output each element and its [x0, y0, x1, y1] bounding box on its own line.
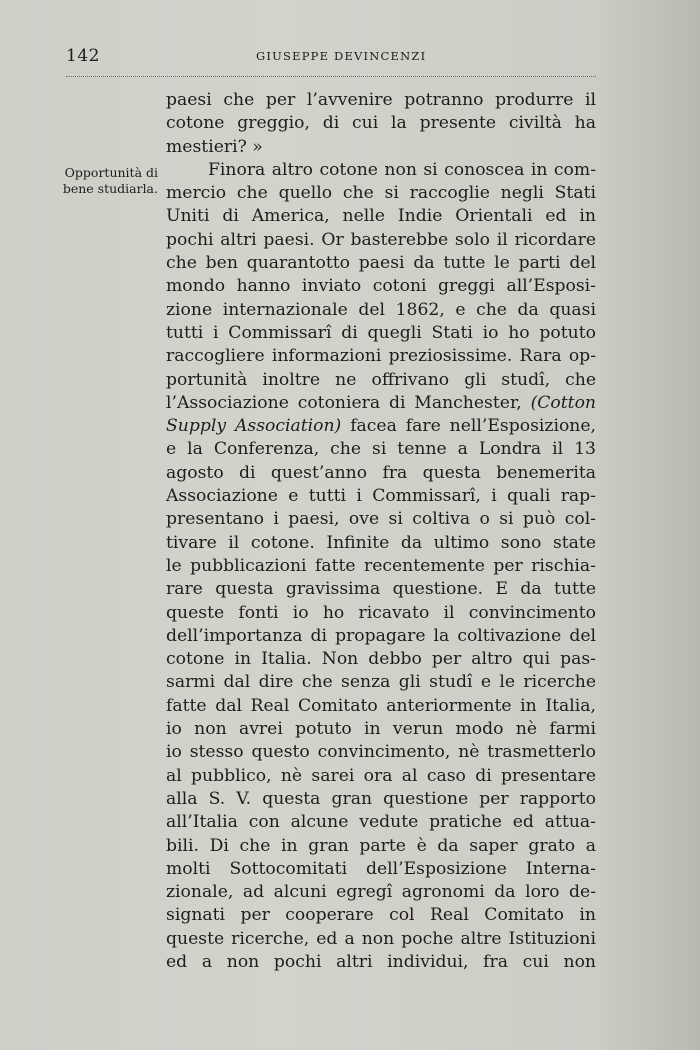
margin-note-line: bene studiarla.	[62, 181, 158, 196]
text-line: mestieri? »	[166, 136, 263, 157]
text-line: che ben quarantotto paesi da tutte le parti del	[166, 253, 596, 274]
text-line: Finora altro cotone non si conoscea in com-	[208, 159, 596, 180]
text-segment-italic: Supply Association)	[166, 416, 342, 437]
text-line	[166, 392, 596, 415]
running-head: GIUSEPPE DEVINCENZI	[256, 49, 427, 63]
text-line: mondo hanno inviato cotoni greggi all’Esposi-	[166, 276, 596, 297]
text-line	[166, 415, 596, 438]
text-line: molti Sottocomitati dell’Esposizione Interna-	[166, 858, 596, 879]
text-line: al pubblico, nè sarei ora al caso di presentare	[166, 765, 596, 786]
text-segment-italic: (Cotton	[530, 392, 596, 413]
header-rule	[66, 76, 596, 77]
text-line: agosto di quest’anno fra questa benemerita	[166, 462, 596, 483]
text-line: pochi altri paesi. Or basterebbe solo il ricordare	[166, 229, 596, 250]
text-line: paesi che per l’avvenire potranno produrre il	[166, 90, 596, 110]
text-line: queste ricerche, ed a non poche altre Istituzioni	[166, 928, 596, 949]
text-line: Uniti di America, nelle Indie Orientali ed in	[166, 206, 596, 227]
text-line: tivare il cotone. Infinite da ultimo sono state	[166, 532, 596, 553]
text-line: zione internazionale del 1862, e che da quasi	[166, 299, 596, 320]
text-line: rare questa gravissima questione. E da tutte	[166, 579, 596, 600]
text-line: signati per cooperare col Real Comitato in	[166, 905, 596, 926]
text-line: queste fonti io ho ricavato il convincimento	[166, 602, 596, 623]
text-line: e la Conferenza, che si tenne a Londra il 13	[166, 439, 596, 460]
text-line: presentano i paesi, ove si coltiva o si può col-	[166, 509, 596, 530]
body-text	[166, 89, 596, 974]
text-line: alla S. V. questa gran questione per rapporto	[166, 788, 596, 809]
text-line: portunità inoltre ne offrivano gli studî, che	[166, 369, 596, 390]
page-header	[66, 46, 596, 74]
text-line: io stesso questo convincimento, nè trasmetterlo	[166, 742, 596, 763]
text-line: bili. Di che in gran parte è da saper grato a	[166, 835, 596, 856]
text-line: all’Italia con alcune vedute pratiche ed attua-	[166, 812, 596, 833]
text-line: tutti i Commissarî di quegli Stati io ho potuto	[166, 322, 596, 343]
text-line: sarmi dal dire che senza gli studî e le ricerche	[166, 672, 596, 693]
text-line: cotone greggio, di cui la presente civiltà ha	[166, 113, 596, 134]
text-line: le pubblicazioni fatte recentemente per rischia-	[166, 555, 596, 576]
text-line: mercio che quello che si raccoglie negli Stati	[166, 183, 596, 204]
text-line: Associazione e tutti i Commissarî, i quali rap-	[166, 486, 596, 507]
text-line: dell’importanza di propagare la coltivazione del	[166, 625, 596, 646]
text-line: ed a non pochi altri individui, fra cui non	[166, 951, 596, 972]
margin-note	[48, 165, 158, 197]
text-line: io non avrei potuto in verun modo nè farmi	[166, 719, 596, 740]
text-line: zionale, ad alcuni egregî agronomi da loro de-	[166, 882, 596, 903]
margin-note-line: Opportunità di	[64, 165, 158, 180]
text-line: fatte dal Real Comitato anteriormente in Italia,	[166, 695, 596, 716]
text-line: cotone in Italia. Non debbo per altro qui pas-	[166, 649, 596, 670]
page-number: 142	[66, 46, 100, 66]
text-segment: l’Associazione cotoniera di Manchester,	[166, 392, 522, 413]
text-segment: facea fare nell’Esposizione,	[350, 416, 596, 437]
text-line: raccogliere informazioni preziosissime. Rara op-	[166, 346, 596, 367]
